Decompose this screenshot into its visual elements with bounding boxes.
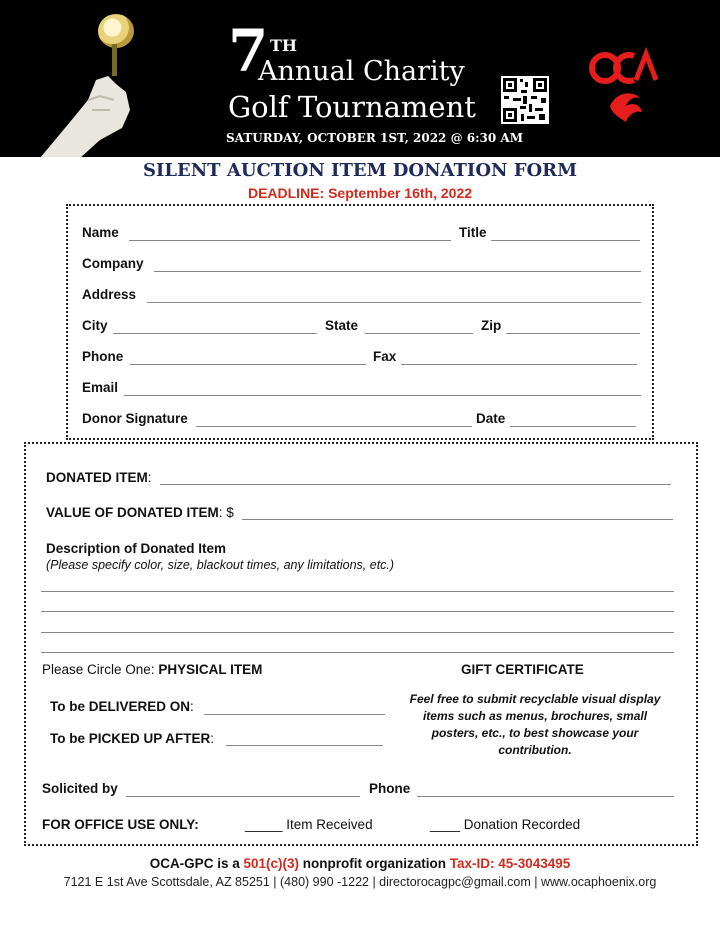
city-label: City [82, 318, 108, 333]
name-label: Name [82, 225, 119, 240]
description-line-1[interactable] [41, 591, 674, 592]
solicited-by-field[interactable] [126, 796, 360, 797]
gloved-hand-image [30, 70, 140, 157]
nonprofit-statement: OCA-GPC is a 501(c)(3) nonprofit organization Tax-ID: 45-3043495 [149, 856, 571, 871]
description-line-3[interactable] [41, 632, 674, 633]
company-label: Company [82, 256, 144, 271]
company-field[interactable] [154, 271, 641, 272]
gift-certificate-option[interactable]: GIFT CERTIFICATE [461, 662, 584, 677]
city-field[interactable] [113, 333, 317, 334]
office-use-label: FOR OFFICE USE ONLY: [42, 817, 199, 832]
delivered-on-field[interactable] [204, 714, 385, 715]
deadline: DEADLINE: September 16th, 2022 [247, 185, 473, 201]
solicitor-phone-label: Phone [369, 781, 411, 796]
picked-up-label: To be PICKED UP AFTER: [50, 731, 215, 746]
value-label: VALUE OF DONATED ITEM: $ [46, 505, 234, 520]
physical-item-option[interactable]: PHYSICAL ITEM [158, 662, 263, 677]
solicited-by-label: Solicited by [42, 781, 118, 796]
item-received-field[interactable]: _____ Item Received [245, 817, 373, 832]
date-label: Date [476, 411, 506, 426]
event-title-line1: Annual Charity [258, 56, 465, 87]
donated-item-field[interactable] [160, 484, 671, 485]
oca-logo-icon [588, 44, 664, 126]
qr-code-icon[interactable] [501, 76, 549, 124]
description-hint: (Please specify color, size, blackout times, any limitations, etc.) [46, 558, 395, 572]
zip-field[interactable] [506, 333, 640, 334]
title-label: Title [459, 225, 487, 240]
zip-label: Zip [481, 318, 502, 333]
recyclable-note: Feel free to submit recyclable visual display items such as menus, brochures, small posters, etc., to best showcase your contribution. [409, 692, 661, 757]
item-section [24, 442, 698, 846]
phone-label: Phone [82, 349, 124, 364]
description-label: Description of Donated Item [46, 541, 227, 556]
donation-recorded-field[interactable]: ____ Donation Recorded [430, 817, 581, 832]
email-field[interactable] [124, 395, 641, 396]
name-field[interactable] [129, 240, 451, 241]
solicitor-phone-field[interactable] [417, 796, 674, 797]
fax-label: Fax [373, 349, 397, 364]
flower-image [98, 14, 134, 48]
description-line-2[interactable] [41, 611, 674, 612]
address-label: Address [82, 287, 137, 302]
contact-info: 7121 E 1st Ave Scottsdale, AZ 85251 | (480) 990 -1222 | directorocagpc@gmail.com | www.ocaphoenix.org [63, 875, 657, 889]
donated-item-label: DONATED ITEM: [46, 470, 152, 485]
description-line-4[interactable] [41, 652, 674, 653]
date-field[interactable] [510, 426, 636, 427]
state-field[interactable] [365, 333, 473, 334]
title-field[interactable] [491, 240, 640, 241]
circle-one-prompt: Please Circle One: PHYSICAL ITEM [42, 662, 263, 677]
email-label: Email [82, 380, 119, 395]
fax-field[interactable] [401, 364, 637, 365]
value-field[interactable] [242, 519, 673, 520]
event-title-line2: Golf Tournament [228, 90, 476, 124]
form-title: SILENT AUCTION ITEM DONATION FORM [142, 160, 578, 181]
signature-label: Donor Signature [82, 411, 188, 426]
picked-up-field[interactable] [226, 745, 383, 746]
ordinal-number: 7 [228, 17, 269, 85]
ordinal-suffix: TH [270, 36, 298, 55]
phone-field[interactable] [130, 364, 366, 365]
header-banner [0, 0, 720, 157]
state-label: State [325, 318, 359, 333]
address-field[interactable] [147, 302, 641, 303]
event-date: SATURDAY, OCTOBER 1ST, 2022 @ 6:30 AM [226, 131, 523, 145]
signature-field[interactable] [196, 426, 472, 427]
delivered-on-label: To be DELIVERED ON: [50, 699, 194, 714]
